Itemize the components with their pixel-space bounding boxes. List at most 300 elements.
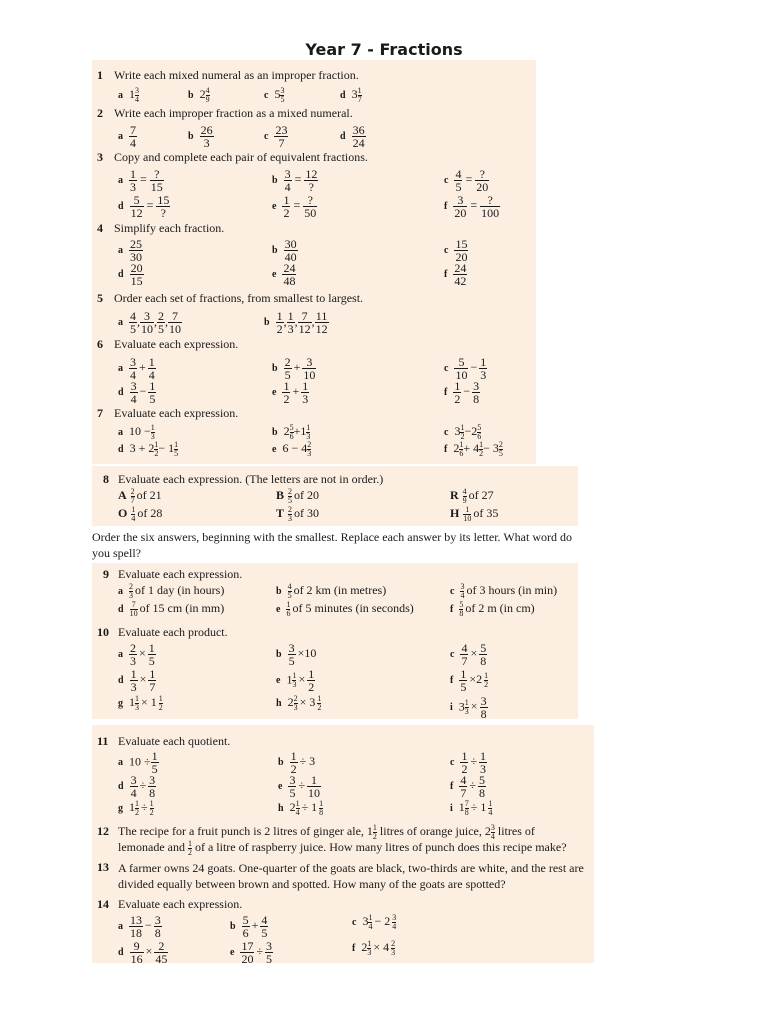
text: The recipe for a fruit punch is 2 litres of ginger ale, 1 xyxy=(118,823,373,838)
fraction xyxy=(290,750,298,775)
numerator: 1 xyxy=(479,440,484,449)
item-label: c xyxy=(352,916,357,928)
denominator: 3 xyxy=(302,392,309,406)
denominator: 3 xyxy=(130,680,137,694)
numerator: 11 xyxy=(315,309,328,323)
denominator: 9 xyxy=(462,495,467,505)
numerator: 1 xyxy=(357,86,362,95)
fraction xyxy=(131,488,135,504)
numerator: 3 xyxy=(135,86,139,95)
text: − 1 xyxy=(158,440,175,455)
denominator: 9 xyxy=(205,94,210,104)
numerator: 9 xyxy=(130,940,144,953)
item-label: a xyxy=(118,131,123,143)
numerator: 1 xyxy=(187,839,192,848)
numerator: 5 xyxy=(459,600,464,609)
fraction xyxy=(367,940,371,956)
denominator: 20 xyxy=(241,952,254,966)
q2-item xyxy=(188,124,214,149)
fraction xyxy=(288,774,296,799)
denominator: 18 xyxy=(130,926,142,940)
denominator: 2 xyxy=(158,702,163,712)
denominator: 2 xyxy=(276,322,283,336)
denominator: 4 xyxy=(130,136,136,150)
q14-item-e xyxy=(230,940,273,965)
text: litres of orange juice, 2 xyxy=(376,823,491,838)
q8-item xyxy=(118,506,162,522)
denominator: 2 xyxy=(317,702,322,712)
q7-item-d xyxy=(118,441,178,457)
numerator: 7 xyxy=(168,310,182,323)
fraction xyxy=(296,800,300,816)
question-text: A farmer owns 24 goats. One-quarter of the goats are black, two-thirds are white, and the rest are divided equally between brown and spotted. How many of the goats are spotted? xyxy=(118,861,584,891)
question-number: 8 xyxy=(103,472,109,486)
q10-item-h xyxy=(276,695,321,711)
q3-item xyxy=(272,168,318,193)
q14-item-d xyxy=(118,940,168,965)
q12-line-2 xyxy=(118,840,567,856)
numerator: 30 xyxy=(284,237,297,251)
denominator: 6 xyxy=(289,431,294,441)
numerator: 3 xyxy=(480,694,487,708)
numerator: 15 xyxy=(157,193,170,207)
item-letter: H xyxy=(450,505,460,520)
numerator: 3 xyxy=(302,356,316,369)
fraction xyxy=(499,441,503,457)
operator: × xyxy=(298,672,306,687)
numerator: 1 xyxy=(130,167,136,181)
text: of 27 xyxy=(468,487,494,502)
fraction xyxy=(260,914,268,939)
fraction xyxy=(130,940,144,965)
q9-item xyxy=(450,583,557,599)
item-label: d xyxy=(118,781,124,793)
fraction xyxy=(459,601,463,617)
numerator: 3 xyxy=(130,379,137,393)
fraction xyxy=(352,124,366,149)
denominator: 12 xyxy=(315,322,328,336)
denominator: 5 xyxy=(130,322,136,336)
item-letter: T xyxy=(276,505,285,520)
item-label: d xyxy=(118,443,124,455)
comma: , xyxy=(283,314,287,329)
q11-item-g xyxy=(118,800,154,816)
denominator: 7 xyxy=(130,495,135,505)
item-label: b xyxy=(272,426,278,438)
numerator: 1 xyxy=(367,939,372,948)
fraction xyxy=(159,695,163,711)
fraction xyxy=(392,914,396,930)
operator: × 4 xyxy=(373,939,390,954)
fraction xyxy=(130,194,144,219)
item-label: b xyxy=(278,757,284,769)
item-label: a xyxy=(118,317,123,329)
q7-item-a xyxy=(118,424,155,440)
whole-number: 1 xyxy=(286,672,293,687)
fraction xyxy=(479,356,487,381)
denominator: 2 xyxy=(283,392,290,406)
numerator: 1 xyxy=(158,694,163,703)
operator: − xyxy=(463,384,471,399)
denominator: 4 xyxy=(490,831,495,841)
q10-item-a xyxy=(118,642,156,667)
fraction xyxy=(292,672,296,688)
item-label: e xyxy=(272,387,277,399)
fraction xyxy=(286,601,290,617)
item-label: c xyxy=(264,131,269,143)
fraction xyxy=(459,774,467,799)
equals-sign: = xyxy=(293,198,301,213)
numerator: 1 xyxy=(307,774,321,787)
denominator: 4 xyxy=(295,807,300,817)
numerator: 1 xyxy=(464,698,469,708)
numerator: 3 xyxy=(140,310,154,323)
item-letter: A xyxy=(118,487,127,502)
fraction xyxy=(130,668,138,693)
denominator: 30 xyxy=(130,250,142,264)
denominator: 6 xyxy=(286,608,291,618)
fraction xyxy=(484,672,488,688)
q14-item-b xyxy=(230,914,268,939)
denominator: 45 xyxy=(155,952,168,966)
fraction xyxy=(131,506,135,522)
q11-item-f xyxy=(450,774,486,799)
numerator: 3 xyxy=(288,641,295,655)
text: of 3 hours (in min) xyxy=(466,582,558,597)
denominator: 20 xyxy=(454,206,467,220)
fraction xyxy=(154,940,168,965)
question-text: Simplify each fraction. xyxy=(114,221,225,235)
numerator: 4 xyxy=(461,641,468,655)
q10-item-g xyxy=(118,695,163,711)
question-number: 4 xyxy=(97,221,103,235)
fraction xyxy=(129,356,137,381)
q2-item xyxy=(264,124,288,149)
text: of a litre of raspberry juice. How many litres of punch does this recipe make? xyxy=(191,839,567,854)
fraction xyxy=(135,800,139,816)
numerator: 3 xyxy=(289,773,296,787)
fraction xyxy=(319,800,323,816)
question-number: 13 xyxy=(97,860,109,874)
numerator: 1 xyxy=(149,667,156,681)
fraction xyxy=(475,168,489,193)
fraction xyxy=(242,914,250,939)
question-text: Evaluate each expression. xyxy=(118,567,243,581)
q4-item xyxy=(272,238,298,263)
item-label: d xyxy=(118,201,124,213)
operator: ÷ xyxy=(141,799,148,814)
question-number: 14 xyxy=(97,897,109,911)
q7-item-b xyxy=(272,424,310,440)
item-label: c xyxy=(450,757,455,769)
item-label: b xyxy=(188,131,194,143)
q5-item-a xyxy=(118,310,182,335)
numerator: 2 xyxy=(293,694,298,703)
denominator: 3 xyxy=(306,431,311,441)
fraction xyxy=(454,356,468,381)
numerator: 20 xyxy=(130,261,143,275)
text: of 35 xyxy=(473,505,499,520)
denominator: 3 xyxy=(135,702,139,712)
item-label: f xyxy=(352,942,356,954)
numerator: 4 xyxy=(460,773,467,787)
denominator: 4 xyxy=(392,921,397,931)
operator: ÷ 1 xyxy=(301,799,318,814)
denominator: 10 xyxy=(169,322,181,336)
denominator: 3 xyxy=(287,322,294,336)
numerator: ? xyxy=(480,194,500,207)
operator: ×2 xyxy=(469,672,483,687)
q10-item-b xyxy=(276,642,318,667)
denominator: 5 xyxy=(498,448,503,458)
denominator: 8 xyxy=(319,807,324,817)
numerator: 4 xyxy=(455,167,462,181)
whole-number: 1 xyxy=(129,86,135,101)
numerator: 15 xyxy=(455,237,468,251)
q6-item xyxy=(118,380,156,405)
item-label: a xyxy=(118,363,123,375)
fraction xyxy=(274,124,288,149)
operator: − xyxy=(470,360,478,375)
denominator: 100 xyxy=(481,206,500,220)
denominator: 4 xyxy=(130,392,137,406)
numerator: 3 xyxy=(154,913,161,927)
fraction xyxy=(479,750,487,775)
numerator: 2 xyxy=(288,487,293,496)
q1-item xyxy=(118,87,139,103)
numerator: 1 xyxy=(372,823,377,832)
q6-item xyxy=(118,356,156,381)
denominator: 5 xyxy=(460,680,467,694)
fraction xyxy=(156,194,170,219)
item-label: e xyxy=(278,781,283,793)
numerator: 3 xyxy=(280,86,285,95)
denominator: 2 xyxy=(372,831,377,841)
denominator: 5 xyxy=(151,762,158,776)
denominator: 5 xyxy=(261,926,268,940)
item-label: e xyxy=(276,675,281,687)
denominator: 7 xyxy=(278,136,285,150)
q1-item xyxy=(264,87,284,103)
equals-sign: = xyxy=(470,198,478,213)
denominator: 2 xyxy=(460,431,465,441)
denominator: 6 xyxy=(477,431,482,441)
numerator: 3 xyxy=(392,913,397,922)
operator: × 1 xyxy=(141,694,157,709)
text: − 3 xyxy=(483,440,499,455)
operator: ÷ xyxy=(469,778,476,793)
fraction xyxy=(454,168,462,193)
fraction xyxy=(306,424,310,440)
numerator: 1 xyxy=(135,694,139,703)
q10-item-d xyxy=(118,668,156,693)
fraction xyxy=(284,168,292,193)
denominator: 2 xyxy=(283,206,290,220)
fraction xyxy=(200,124,214,149)
fraction xyxy=(129,310,137,335)
denominator: 10 xyxy=(463,513,472,523)
fraction xyxy=(298,310,312,335)
numerator: 1 xyxy=(319,799,324,808)
text: 3 xyxy=(454,423,461,438)
item-label: g xyxy=(118,802,123,814)
numerator: 5 xyxy=(289,423,294,432)
item-label: a xyxy=(118,649,123,661)
item-label: a xyxy=(118,175,123,187)
q8-item xyxy=(450,488,494,504)
q7-item-e xyxy=(272,441,311,457)
text: 2 xyxy=(453,440,460,455)
numerator: 23 xyxy=(275,123,288,137)
operator: + xyxy=(139,360,146,375)
numerator: 2 xyxy=(284,355,291,369)
numerator: 1 xyxy=(368,913,373,922)
denominator: 7 xyxy=(460,786,467,800)
item-label: b xyxy=(264,317,270,329)
item-label: a xyxy=(118,921,123,933)
fraction xyxy=(150,168,164,193)
denominator: 8 xyxy=(459,608,464,618)
q3-item xyxy=(272,194,317,219)
fraction xyxy=(168,310,182,335)
fraction xyxy=(288,506,292,522)
denominator: 3 xyxy=(288,513,293,523)
q14-item-f xyxy=(352,940,395,956)
fraction xyxy=(282,262,296,287)
denominator: 3 xyxy=(307,448,312,458)
denominator: 8 xyxy=(478,786,485,800)
denominator: 5 xyxy=(148,654,155,668)
q6-item xyxy=(444,356,487,381)
numerator: 1 xyxy=(131,505,136,514)
item-label: a xyxy=(118,757,123,769)
denominator: 50 xyxy=(304,206,317,220)
numerator: 1 xyxy=(480,355,487,369)
q7-item-c xyxy=(444,424,481,440)
numerator: 25 xyxy=(130,237,142,251)
fraction xyxy=(479,642,487,667)
fraction xyxy=(304,168,318,193)
question-text: Evaluate each product. xyxy=(118,625,228,639)
question-text: Evaluate each expression. xyxy=(118,897,243,911)
fraction xyxy=(302,356,316,381)
fraction xyxy=(472,380,480,405)
q9-item xyxy=(118,601,224,617)
denominator: 4 xyxy=(130,786,137,800)
denominator: 5 xyxy=(289,786,296,800)
question-text: Write each improper fraction as a mixed numeral. xyxy=(114,106,353,120)
denominator: 4 xyxy=(368,921,373,931)
numerator: 1 xyxy=(488,799,493,808)
numerator: 1 xyxy=(459,440,464,449)
whole-number: 2 xyxy=(199,86,206,101)
denominator: 8 xyxy=(480,654,487,668)
numerator: 3 xyxy=(473,379,480,393)
whole-number: 3 xyxy=(362,913,369,928)
denominator: 2 xyxy=(454,392,461,406)
denominator: 6 xyxy=(242,926,249,940)
denominator: 15 xyxy=(150,180,163,194)
q3-item xyxy=(118,194,170,219)
fraction xyxy=(463,488,467,504)
denominator: 10 xyxy=(129,608,138,618)
fraction xyxy=(130,380,138,405)
q11-item-e xyxy=(278,774,321,799)
item-label: e xyxy=(272,201,277,213)
q8-item xyxy=(276,488,319,504)
item-label: f xyxy=(444,201,448,213)
fraction xyxy=(307,441,311,457)
fraction xyxy=(284,238,298,263)
q8-item xyxy=(276,506,319,522)
text: + 4 xyxy=(463,440,480,455)
fraction xyxy=(135,87,139,103)
denominator: 5 xyxy=(288,654,295,668)
numerator: 1 xyxy=(480,749,487,763)
q10-item-e xyxy=(276,668,315,693)
item-letter: O xyxy=(118,505,128,520)
denominator: 15 xyxy=(130,274,143,288)
fraction xyxy=(154,914,162,939)
numerator: 1 xyxy=(461,749,468,763)
fraction xyxy=(206,87,210,103)
denominator: 7 xyxy=(357,94,362,104)
text: of 5 minutes (in seconds) xyxy=(292,600,414,615)
q2-item xyxy=(340,124,366,149)
numerator: 1 xyxy=(283,379,290,393)
numerator: 4 xyxy=(462,487,467,496)
item-label: e xyxy=(272,269,277,281)
operator: × xyxy=(139,646,146,661)
text: 1 xyxy=(300,423,307,438)
denominator: 5 xyxy=(174,448,179,458)
denominator: 2 xyxy=(479,448,484,458)
text: of 30 xyxy=(294,505,320,520)
question-text: Copy and complete each pair of equivalent fractions. xyxy=(114,150,368,164)
comma: , xyxy=(165,314,168,329)
fraction xyxy=(453,262,467,287)
denominator: 3 xyxy=(293,702,298,712)
denominator: 4 xyxy=(130,368,136,382)
denominator: 5 xyxy=(280,94,285,104)
fraction xyxy=(129,124,137,149)
operator: ÷ xyxy=(256,944,264,959)
question-text: Order each set of fractions, from smallest to largest. xyxy=(114,291,364,305)
numerator: 2 xyxy=(158,309,164,323)
comma: , xyxy=(311,314,315,329)
fraction xyxy=(459,668,467,693)
fraction xyxy=(288,642,296,667)
item-label: f xyxy=(444,443,448,455)
item-label: d xyxy=(340,89,346,101)
denominator: 4 xyxy=(135,94,139,104)
fraction xyxy=(477,424,481,440)
fraction xyxy=(129,914,143,939)
item-label: d xyxy=(340,131,346,143)
fraction xyxy=(140,310,154,335)
numerator: 3 xyxy=(266,939,273,953)
fraction xyxy=(465,699,469,715)
equals-sign: = xyxy=(146,198,154,213)
fraction xyxy=(315,310,329,335)
whole-number: 3 xyxy=(458,699,465,714)
fraction xyxy=(317,695,321,711)
operator: × xyxy=(145,944,153,959)
numerator: 36 xyxy=(352,123,365,137)
item-label: a xyxy=(118,245,123,257)
denominator: 4 xyxy=(148,368,155,382)
fraction xyxy=(129,168,137,193)
